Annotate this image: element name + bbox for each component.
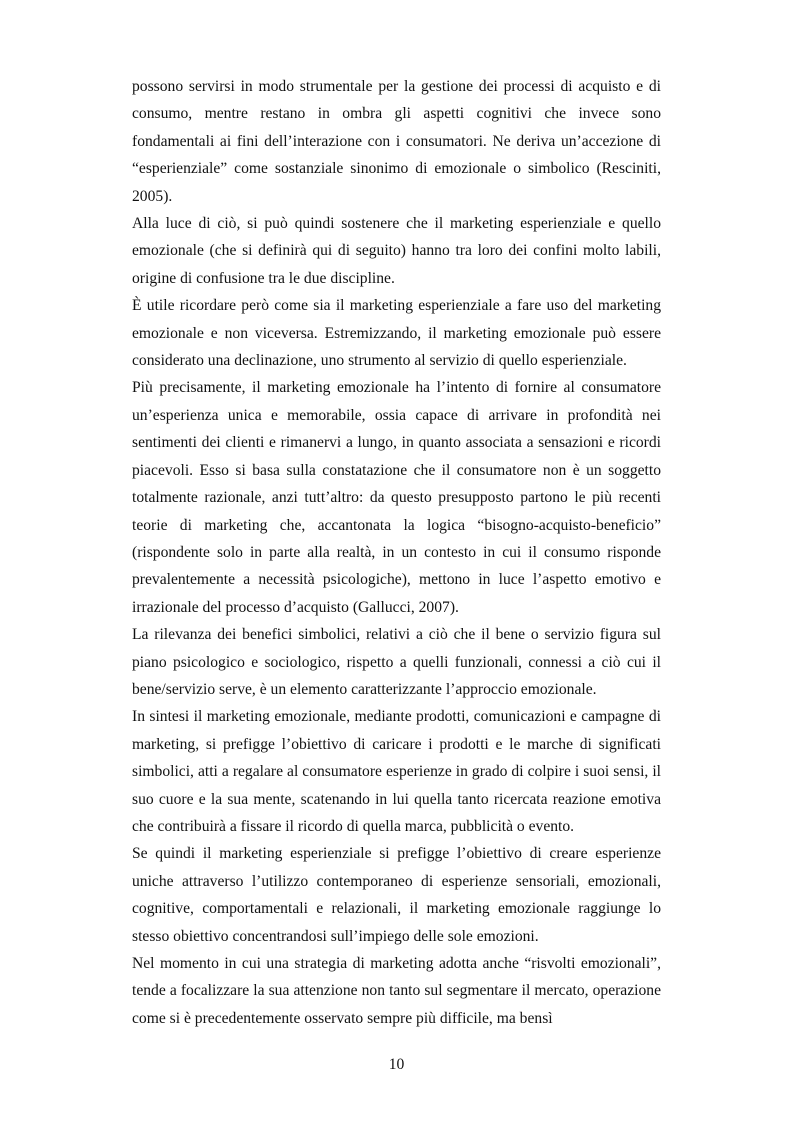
body-text xyxy=(132,73,661,1032)
paragraph: possono servirsi in modo strumentale per la gestione dei processi di acquisto e di consumo, mentre restano in ombra gli aspetti cognitivi che invece sono fondamentali ai fini dell’interazione con i consumatori. Ne deriva un’accezione di “esperienziale” come sostanziale sinonimo di emozionale o simbolico (Resciniti, 2005). xyxy=(132,78,661,205)
paragraph: È utile ricordare però come sia il marketing esperienziale a fare uso del marketing emozionale e non viceversa. Estremizzando, il marketing emozionale può essere considerato una declinazione, uno strumento al servizio di quello esperienziale. xyxy=(132,297,661,370)
paragraph: La rilevanza dei benefici simbolici, relativi a ciò che il bene o servizio figura sul piano psicologico e sociologico, rispetto a quelli funzionali, connessi a ciò cui il bene/servizio serve, è un elemento caratterizzante l’approccio emozionale. xyxy=(132,626,661,698)
paragraph: In sintesi il marketing emozionale, mediante prodotti, comunicazioni e campagne di marketing, si prefigge l’obiettivo di caricare i prodotti e le marche di significati simbolici, atti a regalare al consumatore esperienze in grado di colpire i suoi sensi, il suo cuore e la sua mente, scatenando in lui quella tanto ricercata reazione emotiva che contribuirà a fissare il ricordo di quella marca, pubblicità o evento. xyxy=(132,708,661,835)
paragraph: Se quindi il marketing esperienziale si prefigge l’obiettivo di creare esperienze uniche attraverso l’utilizzo contemporaneo di esperienze sensoriali, emozionali, cognitive, comportamentali e relazionali, il marketing emozionale raggiunge lo stesso obiettivo concentrandosi sull’impiego delle sole emozioni. xyxy=(132,845,661,945)
paragraph: Nel momento in cui una strategia di marketing adotta anche “risvolti emozionali”, tende a focalizzare la sua attenzione non tanto sul segmentare il mercato, operazione come si è precedentemente osservato sempre più difficile, ma bensì xyxy=(132,955,661,1027)
paragraph: Alla luce di ciò, si può quindi sostenere che il marketing esperienziale e quello emozionale (che si definirà qui di seguito) hanno tra loro dei confini molto labili, origine di confusione tra le due discipline. xyxy=(132,215,661,287)
page-number: 10 xyxy=(388,1056,405,1073)
paragraph: Più precisamente, il marketing emozionale ha l’intento di fornire al consumatore un’esperienza unica e memorabile, ossia capace di arrivare in profondità nei sentimenti dei clienti e rimanervi a lungo, in quanto associata a sensazioni e ricordi piacevoli. Esso si basa sulla constatazione che il consumatore non è un soggetto totalmente razionale, anzi tutt’altro: da questo presupposto partono le più recenti teorie di marketing che, accantonata la logica “bisogno-acquisto-beneficio” (rispondente solo in parte alla realtà, in un contesto in cui il consumo risponde prevalentemente a necessità psicologiche), mettono in luce l’aspetto emotivo e irrazionale del processo d’acquisto (Gallucci, 2007). xyxy=(132,379,661,616)
